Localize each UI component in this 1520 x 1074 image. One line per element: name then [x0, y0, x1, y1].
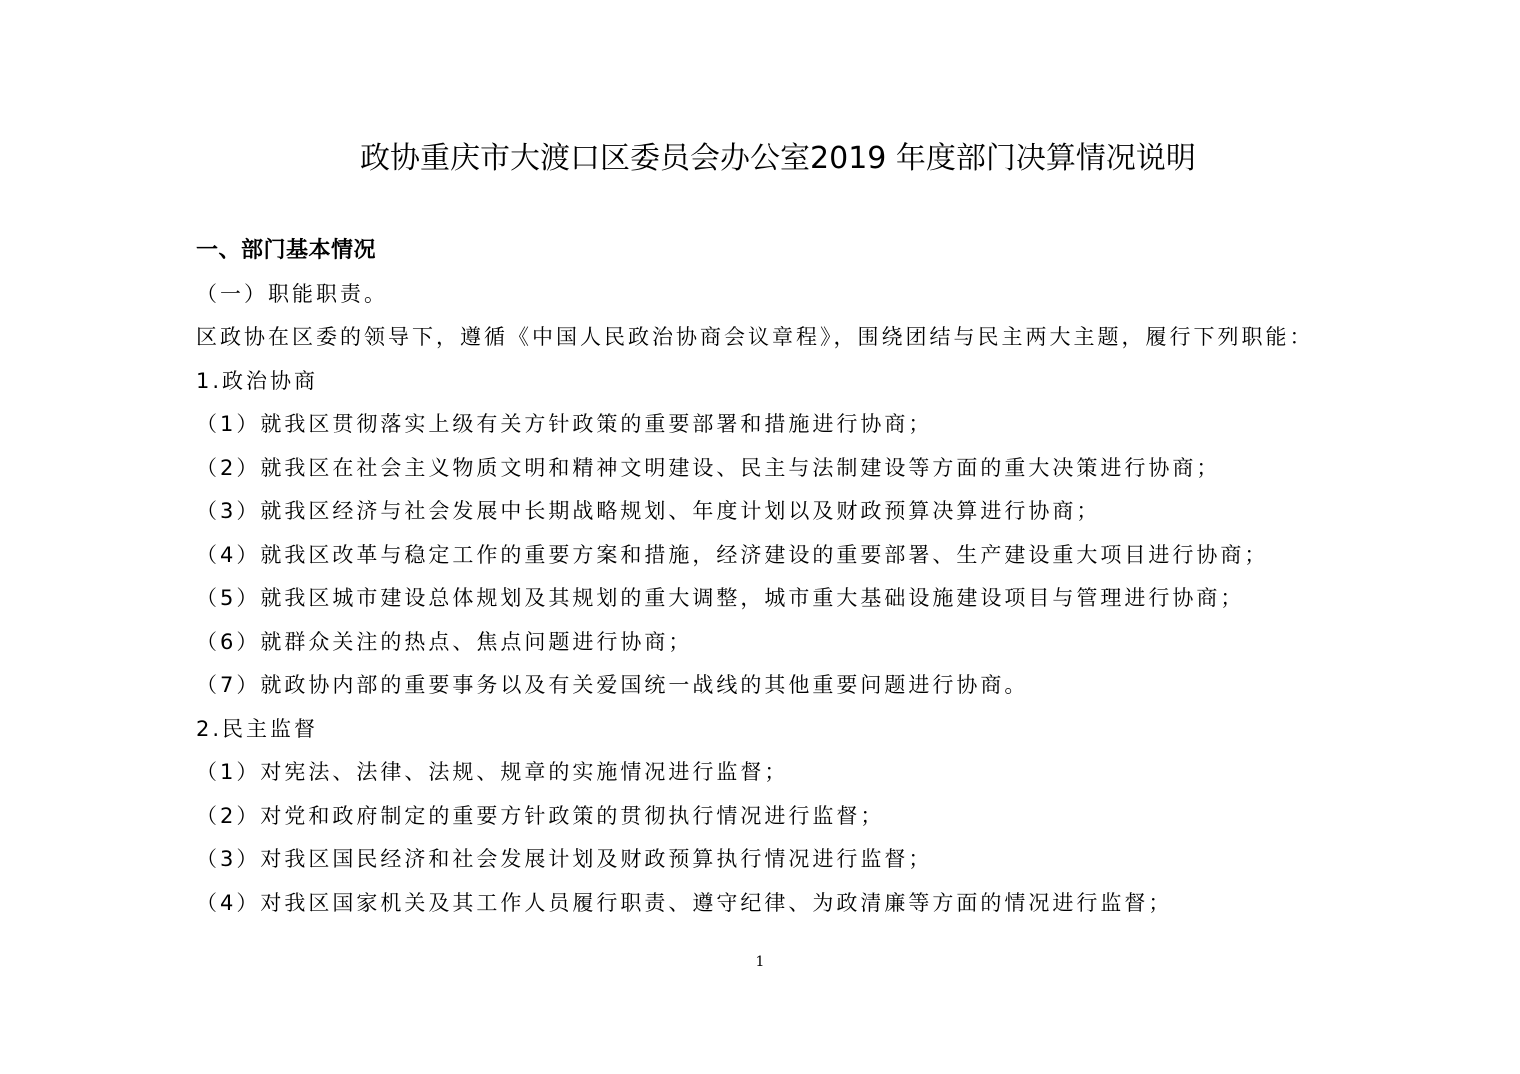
paragraph-line: （6）就群众关注的热点、焦点问题进行协商； [196, 629, 693, 654]
paragraph-line: （7）就政协内部的重要事务以及有关爱国统一战线的其他重要问题进行协商。 [196, 673, 1029, 697]
paragraph-line: （2）对党和政府制定的重要方针政策的贯彻执行情况进行监督； [196, 803, 885, 828]
paragraph-line: （2）就我区在社会主义物质文明和精神文明建设、民主与法制建设等方面的重大决策进行协商； [196, 455, 1221, 480]
page-number: 1 [755, 954, 765, 970]
paragraph-line: （一）职能职责。 [196, 281, 388, 306]
document-title: 政协重庆市大渡口区委员会办公室2019 年度部门决算情况说明 [360, 141, 1196, 176]
paragraph-line: （1）对宪法、法律、法规、规章的实施情况进行监督； [196, 760, 789, 784]
paragraph-line: （4）对我区国家机关及其工作人员履行职责、遵守纪律、为政清廉等方面的情况进行监督； [196, 890, 1173, 915]
paragraph-line: 2.民主监督 [196, 716, 319, 741]
paragraph-line: （5）就我区城市建设总体规划及其规划的重大调整，城市重大基础设施建设项目与管理进行协商； [196, 586, 1245, 610]
paragraph-line: （4）就我区改革与稳定工作的重要方案和措施，经济建设的重要部署、生产建设重大项目进行协商； [196, 542, 1269, 567]
paragraph-line: （1）就我区贯彻落实上级有关方针政策的重要部署和措施进行协商； [196, 412, 933, 436]
paragraph-line: （3）对我区国民经济和社会发展计划及财政预算执行情况进行监督； [196, 847, 933, 871]
document-body [196, 229, 1496, 925]
paragraph-line: 1.政治协商 [196, 368, 319, 393]
section-heading: 一、部门基本情况 [196, 238, 377, 263]
paragraph-line: 区政协在区委的领导下，遵循《中国人民政治协商会议章程》，围绕团结与民主两大主题，履行下列职能： [196, 325, 1314, 349]
paragraph-line: （3）就我区经济与社会发展中长期战略规划、年度计划以及财政预算决算进行协商； [196, 499, 1101, 523]
